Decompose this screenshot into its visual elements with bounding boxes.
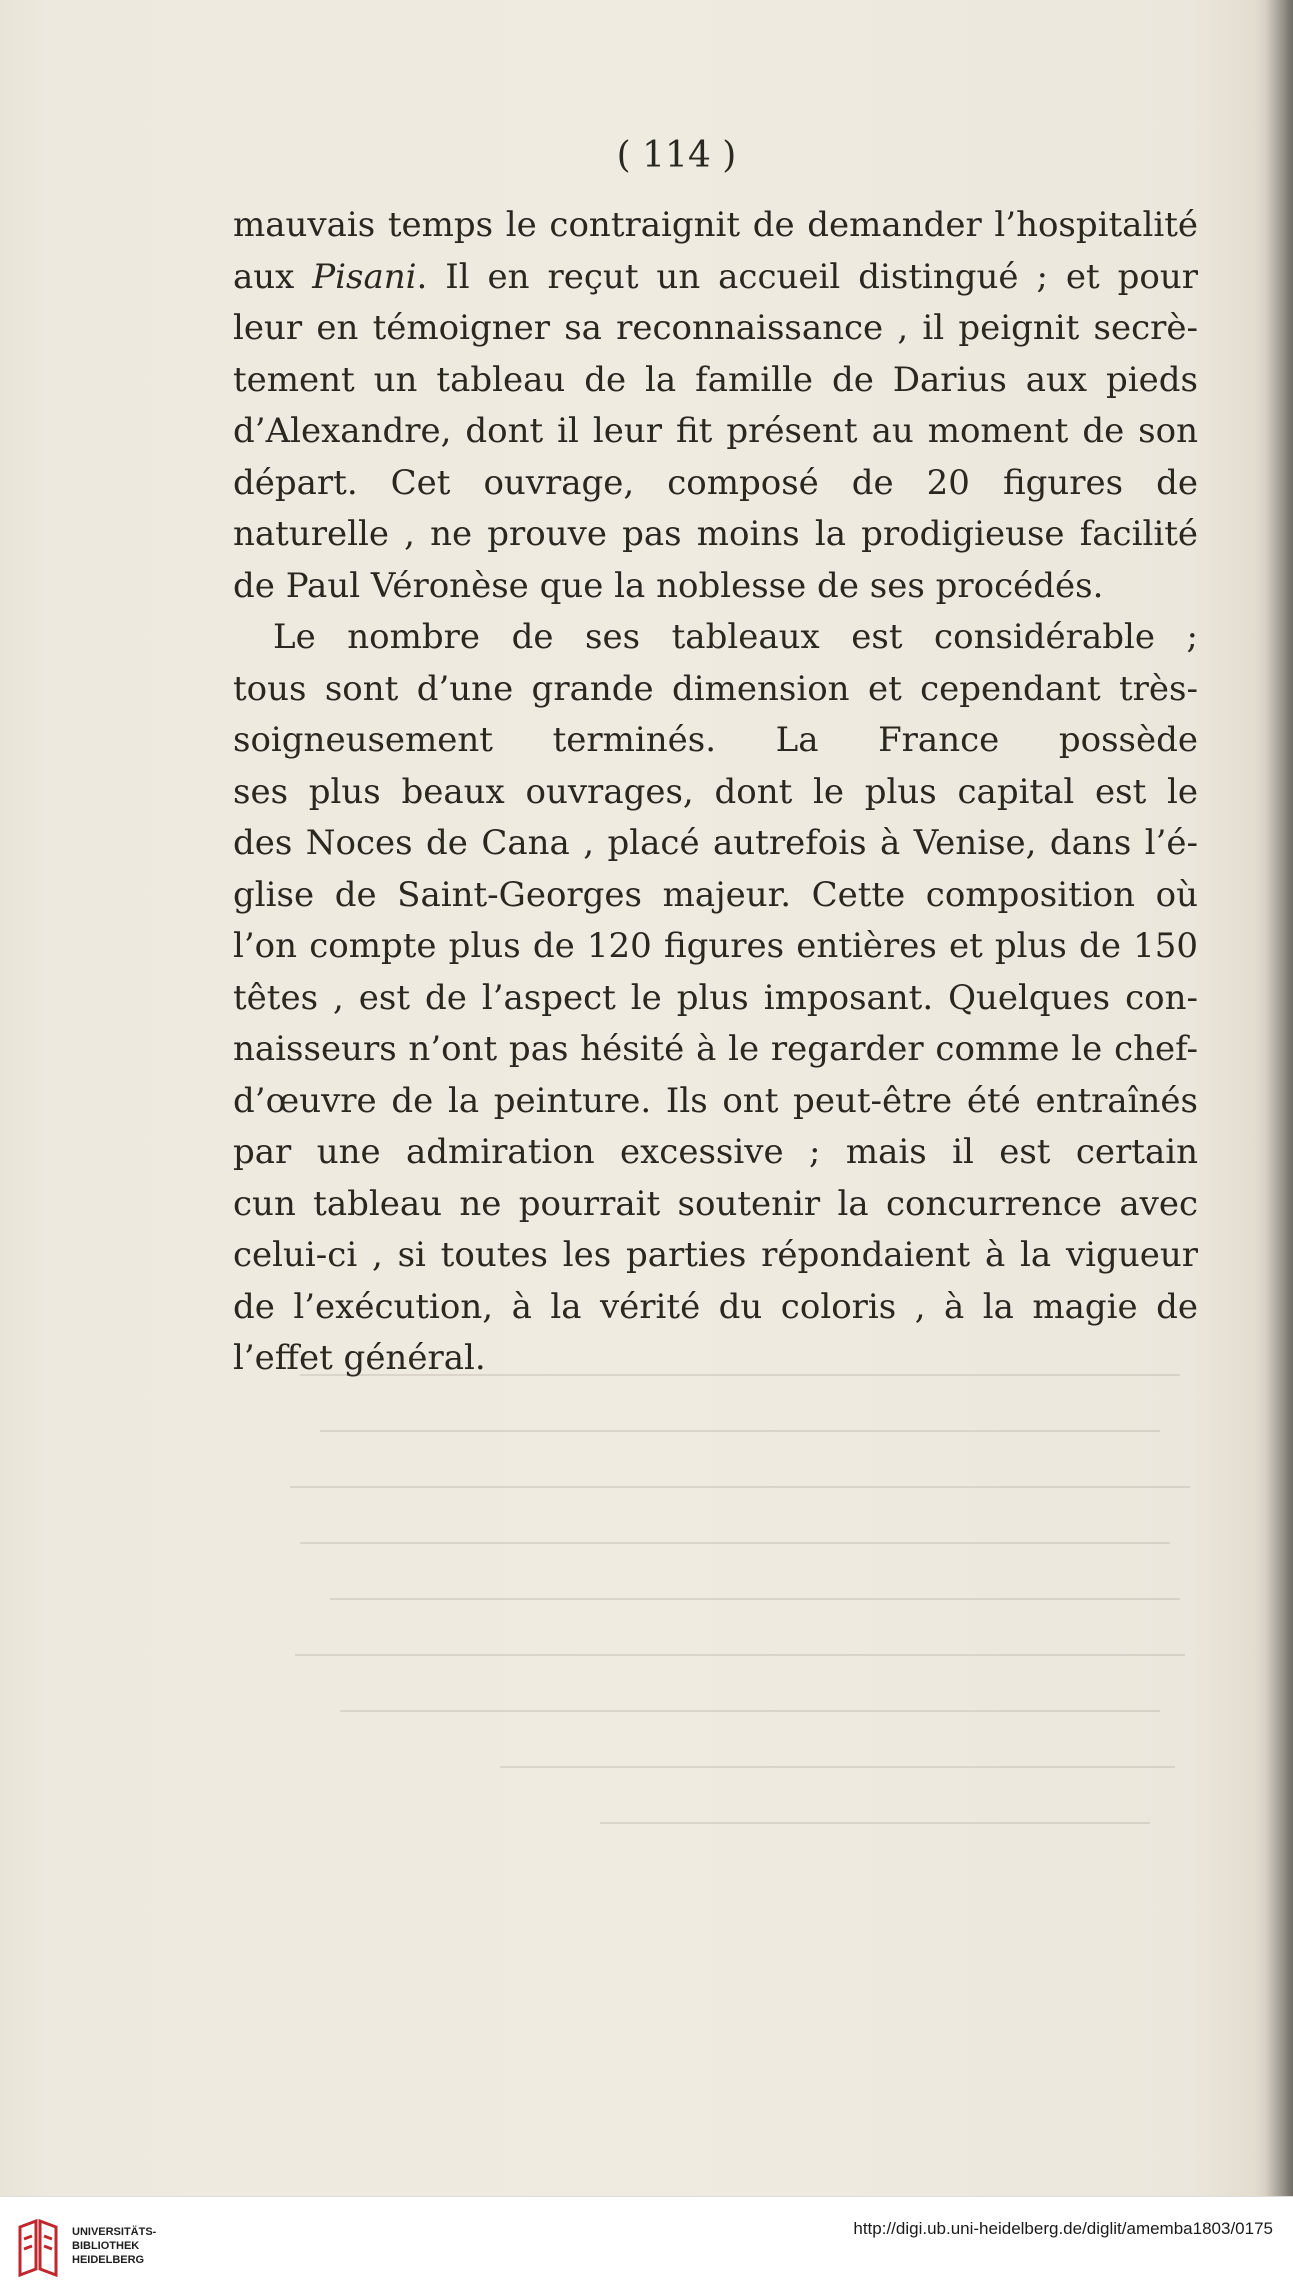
text-line: l’effet général. [233, 1338, 486, 1378]
footer-bar [0, 2196, 1293, 2293]
italic-name-pisani: Pisani [312, 256, 417, 297]
text-line: mauvais temps le contraignit de demander l’hospitalité [233, 205, 1198, 245]
bleed-through-strokes [260, 1355, 1200, 1895]
text-line: têtes , est de l’aspect le plus imposant. Quelques con- [233, 977, 1198, 1018]
text-line: départ. Cet ouvrage, composé de 20 figures de [233, 462, 1198, 503]
logo-strokes [20, 2221, 56, 2275]
text-line: l’on compte plus de 120 figures entières et plus de 150 [233, 926, 1198, 966]
library-name-line-1: UNIVERSITÄTS- [72, 2226, 157, 2238]
library-name-line-2: BIBLIOTHEK [72, 2240, 140, 2252]
library-name [72, 2225, 156, 2267]
text-line: naisseurs n’ont pas hésité à le regarder comme le chef- [233, 1029, 1198, 1069]
text-line: d’Alexandre, dont il leur fit présent au moment de son [233, 411, 1198, 451]
text-line: naturelle , ne prouve pas moins la prodigieuse facilité [233, 514, 1198, 554]
library-name-line-3: HEIDELBERG [72, 2254, 145, 2266]
body-text [233, 200, 1198, 1385]
text-line: des Noces de Cana , placé autrefois à Venise, dans l’é- [233, 823, 1198, 863]
text-line: de Paul Véronèse que la noblesse de ses procédés. [233, 565, 1104, 606]
page-edge-shadow [1265, 0, 1293, 2196]
text-line: de l’exécution, à la vérité du coloris , à la magie de [233, 1286, 1198, 1327]
source-url-link[interactable]: http://digi.ub.uni-heidelberg.de/diglit/amemba1803/0175 [853, 2219, 1273, 2238]
text-line: Le nombre de ses tableaux est considérable ; [273, 617, 1198, 657]
university-library-logo-icon [14, 2217, 62, 2277]
text-line: leur en témoigner sa reconnaissance , il peignit secrè- [233, 308, 1198, 348]
text-line: ses plus beaux ouvrages, dont le plus capital est le [233, 771, 1198, 812]
text-line: tous sont d’une grande dimension et cependant très- [233, 668, 1198, 709]
text-line: cun tableau ne pourrait soutenir la concurrence avec [233, 1183, 1198, 1224]
bleed-through-texture [260, 1355, 1200, 1915]
text-line: d’œuvre de la peinture. Ils ont peut-être été entraînés [233, 1080, 1198, 1121]
text-line: par une admiration excessive ; mais il est certain [233, 1132, 1198, 1172]
text-line: celui-ci , si toutes les parties répondaient à la vigueur [233, 1235, 1198, 1275]
text-line: tement un tableau de la famille de Darius aux pieds [233, 359, 1198, 400]
text-line: soigneusement terminés. La France possède [233, 720, 1198, 760]
page-number: ( 114 ) [616, 135, 737, 176]
text-line: aux Pisani. Il en reçut un accueil distingué ; et pour [233, 256, 1198, 297]
text-line: glise de Saint-Georges majeur. Cette composition où [233, 874, 1198, 915]
